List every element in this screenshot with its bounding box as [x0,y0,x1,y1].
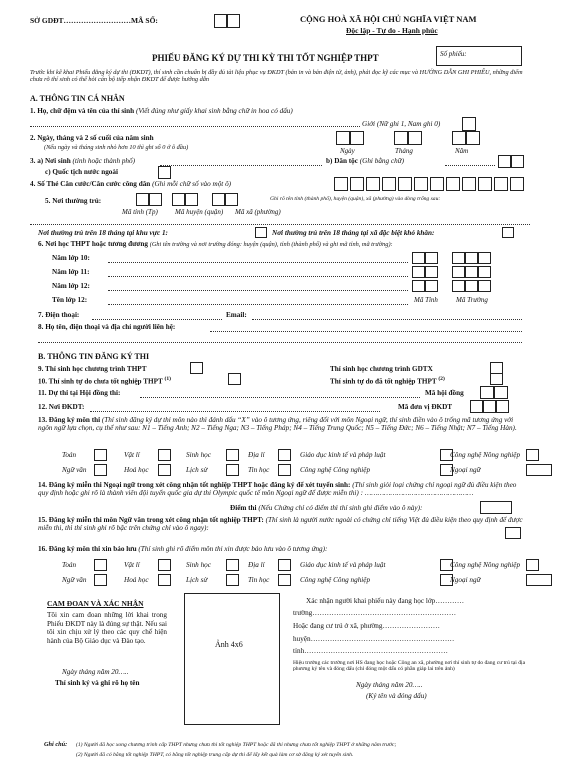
ma-truong-label: Mã Trường [456,296,488,304]
q15-note: (Thí sinh là người nước ngoài có chứng chỉ tiếng Việt đủ điều kiện theo quy định để được miễn thi, thì thí sinh ghi rõ bậc trên chứng chỉ vào ô ngay): [38,516,523,533]
photo-frame[interactable] [184,593,280,725]
district-code-box-1[interactable] [172,193,185,206]
q13-subject-box[interactable] [158,464,171,476]
q14-note: (Thí sinh giỏi loại chứng chỉ ngoại ngữ đủ điều kiện theo quy định hoặc ghi rõ là thành viên đội tuyển quốc gia dự thi Olympic quốc tế môn Ngoại ngữ để được miễn thi) : …………………………………………… [38,481,517,498]
grade-row-label: Năm lớp 11: [52,268,90,276]
q2-note: (Nếu ngày và tháng sinh nhỏ hơn 10 thì ghi số 0 ở ô đầu) [44,144,189,151]
commitment-text: Tôi xin cam đoan những lời khai trong Phiếu ĐKDT này là đúng sự thật. Nếu sai tôi xin chịu xử lý theo các quy chế hiện hành của Bộ Giáo dục và Đào tạo. [47,611,167,645]
ma-so-box-2[interactable] [227,14,240,28]
q16-subject-box[interactable] [278,559,291,571]
q16-subject-box[interactable] [226,574,239,586]
cccd-digit-box[interactable] [478,177,492,191]
q9r-label: Thí sinh học chương trình GDTX [330,365,433,373]
q16-subject-box[interactable] [278,574,291,586]
phone-line[interactable] [92,319,222,320]
email-line[interactable] [252,319,522,320]
q16-subject-label: Địa lí [248,561,265,569]
q16-subject-label: Toán [62,561,77,569]
section-a-title: A. THÔNG TIN CÁ NHÂN [30,94,125,103]
q2-label: 2. Ngày, tháng và 2 số cuối của năm sinh [30,134,154,142]
foreign-nationality-box[interactable] [158,166,171,179]
confirm-line-5: tỉnh…………………………………………………… [293,647,448,655]
confirm-sign: (Ký tên và đóng dấu) [366,692,427,700]
ward-code-label: Mã xã (phường) [235,208,281,216]
resident-hardship-box[interactable] [502,227,514,238]
q16-subject-label: Giáo dục kinh tế và pháp luật [300,561,386,569]
grade-row-label: Năm lớp 12: [52,282,90,290]
grade-row-line[interactable] [108,276,408,277]
resident-hardship-label: Nơi thường trú trên 18 tháng tại xã đặc biệt khó khăn: [272,229,435,237]
school-code-box[interactable] [452,266,465,278]
q4-note: (Ghi mỗi chữ số vào một ô) [152,180,232,188]
cccd-digit-box[interactable] [446,177,460,191]
q3a-note: (tỉnh hoặc thành phố) [72,157,136,165]
confirm-date: Ngày tháng năm 20….. [356,681,423,689]
q13-subject-box[interactable] [526,464,552,476]
q10-label: 10. Thí sinh tự do chưa tốt nghiệp THPT [38,377,163,386]
contact-line-1[interactable] [210,331,522,332]
cccd-digit-box[interactable] [398,177,412,191]
cccd-digit-box[interactable] [366,177,380,191]
cccd-digit-box[interactable] [494,177,508,191]
q10r-label: Thí sinh tự do đã tốt nghiệp THPT [330,377,437,386]
ma-tinh-label: Mã Tỉnh [414,296,438,304]
grade-row-label: Tên lớp 12: [52,296,88,304]
ma-so-box-1[interactable] [214,14,227,28]
q16-subject-box[interactable] [526,574,552,586]
province-code-box[interactable] [412,266,425,278]
school-code-box[interactable] [465,266,478,278]
q16-subject-label: Hoá học [124,576,149,584]
school-code-box[interactable] [452,252,465,264]
q6-label: 6. Nơi học THPT hoặc tương đương [38,240,148,248]
q13-subject-label: Toán [62,451,77,459]
q16-subject-box[interactable] [158,574,171,586]
q13-subject-label: Công nghệ Nông nghiệp [450,451,521,459]
q12r-label: Mã đơn vị ĐKDT [398,403,453,411]
q6-note: (Ghi tên trường và nơi trường đóng: huyện (quận), tỉnh (thành phố) và ghi mã tỉnh, mã trường): [149,241,393,248]
q3c-label: c) Quốc tịch nước ngoài [45,168,118,176]
q16-label: 16. Đăng ký môn thi xin bảo lưu [38,545,137,553]
q13-subject-label: Tin học [248,466,270,474]
so-gddt-label: SỞ GDĐT………………………MÃ SỐ: [30,16,158,25]
province-code-box[interactable] [425,280,438,292]
section-b-title: B. THÔNG TIN ĐĂNG KÝ THI [38,352,150,361]
grade-row-label: Năm lớp 10: [52,254,90,262]
q16-subject-label: Ngoại ngữ [450,576,481,584]
month-label: Tháng [395,147,413,155]
cccd-digit-box[interactable] [462,177,476,191]
q13-subject-label: Giáo dục kinh tế và pháp luật [300,451,386,459]
grade-row-line[interactable] [108,290,408,291]
q4-label: 4. Số Thẻ Căn cước/Căn cước công dân [30,180,151,188]
commitment-title: CAM ĐOAN VÀ XÁC NHẬN [47,599,144,608]
exam-council-line[interactable] [140,397,420,398]
q16-subject-box[interactable] [94,559,107,571]
country-name: CỘNG HOÀ XÃ HỘI CHỦ NGHĨA VIỆT NAM [300,14,477,24]
day-label: Ngày [340,147,355,155]
year-box-1[interactable] [452,131,466,145]
q16-subject-label: Ngữ văn [62,576,87,584]
confirm-line-1: Xác nhận người khai phiếu này đang học lớp………… [306,597,465,605]
year-label: Năm [455,147,469,155]
province-code-box-2[interactable] [149,193,162,206]
cccd-digit-box[interactable] [334,177,348,191]
registration-place-line[interactable] [90,411,380,412]
q11-label: 11. Dự thi tại Hội đồng thi: [38,389,121,397]
school-code-box[interactable] [478,266,491,278]
form-title: PHIẾU ĐĂNG KÝ DỰ THI KỲ THI TỐT NGHIỆP THPT [152,53,379,63]
q15-label: 15. Đăng ký miễn thi môn Ngữ văn trong xét công nhận tốt nghiệp THPT: [38,516,264,524]
q14-label: 14. Đăng ký miễn thi Ngoại ngữ trong xét công nhận tốt nghiệp THPT hoặc đăng ký để xét tuyển sinh: [38,481,351,489]
q13-subject-box[interactable] [278,449,291,461]
gender-label: Giới (Nữ ghi 1, Nam ghi 0) [362,120,441,128]
unit-code-box-1[interactable] [470,400,483,413]
freelance-graduated-box[interactable] [490,373,503,385]
q5-label: 5. Nơi thường trú: [45,197,102,205]
ethnicity-box-1[interactable] [498,155,511,168]
q16-subject-label: Tin học [248,576,270,584]
q16-subject-label: Công nghệ Nông nghiệp [450,561,521,569]
commitment-sign: Thí sinh ký và ghi rõ họ tên [55,679,140,687]
q13-subject-box[interactable] [226,464,239,476]
q5-note: Ghi rõ tên tỉnh (thành phố), huyện (quận), xã (phường) vào dòng trống sau: [270,196,441,202]
council-code-box-1[interactable] [480,386,494,399]
q16-subject-box[interactable] [158,559,171,571]
q3b-note: (Ghi bằng chữ) [359,157,404,165]
q1-label: 1. Họ, chữ đệm và tên của thí sinh [30,107,135,115]
language-score-box[interactable] [480,501,512,514]
school-code-box[interactable] [465,252,478,264]
district-code-label: Mã huyện (quận) [175,208,224,216]
q13-subject-label: Vật lí [124,451,140,459]
q13-subject-label: Ngoại ngữ [450,466,481,474]
birthplace-line[interactable] [160,165,322,166]
q13-subject-box[interactable] [278,464,291,476]
freelance-not-graduated-box[interactable] [228,373,241,385]
q1-note: (Viết đúng như giấy khai sinh bằng chữ in hoa có dấu) [135,107,293,115]
q13-subject-box[interactable] [158,449,171,461]
cccd-digit-box[interactable] [430,177,444,191]
school-code-box[interactable] [478,280,491,292]
ethnicity-line[interactable] [445,165,495,166]
q13-subject-label: Lịch sử [186,466,208,474]
grade-row-line[interactable] [108,262,408,263]
motto: Độc lập - Tự do - Hạnh phúc [346,26,438,35]
q8-label: 8. Họ tên, điện thoại và địa chỉ người liên hệ: [38,323,176,331]
unit-code-box-3[interactable] [496,400,509,413]
q13-subject-label: Hoá học [124,466,149,474]
commitment-date: Ngày tháng năm 20….. [62,668,129,676]
q10-sup: (1) [164,376,171,382]
q10r-sup: (2) [438,376,445,382]
month-box-1[interactable] [394,131,408,145]
unit-code-box-2[interactable] [483,400,496,413]
province-code-box[interactable] [412,280,425,292]
cccd-digit-box[interactable] [414,177,428,191]
q9-label: 9. Thí sinh học chương trình THPT [38,365,147,373]
address-line[interactable] [30,224,530,225]
q16-note: (Thí sinh ghi rõ điểm môn thi xin được bảo lưu vào ô tương ứng): [138,545,328,553]
footnote-label: Ghi chú: [44,741,68,748]
school-code-box[interactable] [465,280,478,292]
school-code-box[interactable] [478,252,491,264]
confirm-line-3: Hoặc đang cư trú ở xã, phường…………………… [293,622,440,630]
q16-subject-label: Vật lí [124,561,140,569]
footnote-2: (2) Người đã có bằng tốt nghiệp THPT, có bằng tốt nghiệp trung cấp dự thi để lấy kết quả làm cơ sở đăng ký xét tuyển sinh. [76,752,354,758]
ward-code-box-1[interactable] [212,193,225,206]
cccd-digit-box[interactable] [510,177,524,191]
day-box-1[interactable] [336,131,350,145]
email-label: Email: [226,311,247,319]
q13-subject-box[interactable] [94,449,107,461]
q13-note: (Thí sinh đăng ký dự thi môn nào thì đánh dấu “X” vào ô tương ứng, riêng đối với môn Ngoại ngữ, thí sinh điền vào ô trống mã tương ứng với ngôn ngữ lựa chọn, cụ thể như sau: N1 – Tiếng Anh; N2 – Tiếng Nga; N3 – Tiếng Pháp; N4 – Tiếng Trung Quốc; N5 – Tiếng Đức; N6 – Tiếng Nhật; N7 – Tiếng Hàn). [38,416,517,433]
q3b-label: b) Dân tộc [326,157,358,165]
confirm-line-4: huyện…………………………………………………… [293,635,455,643]
intro-text: Trước khi kê khai Phiếu đăng ký dự thi (ĐKDT), thí sinh cần chuẩn bị đầy đủ tài liệu phục vụ ĐKDT (bản in và bản điện tử, ảnh), phải đọc kỹ các mục và HƯỚNG DẪN GHI PHIẾU, những điểm chưa rõ thí sinh có thể hỏi cán bộ tiếp nhận ĐKDT để được hướng dẫn [30,69,523,84]
q16-subject-label: Sinh học [186,561,211,569]
q13-subject-label: Ngữ văn [62,466,87,474]
contact-line-2[interactable] [38,342,522,343]
cccd-digit-box[interactable] [382,177,396,191]
q12-label: 12. Nơi ĐKDT: [38,403,85,411]
q7-label: 7. Điện thoại: [38,311,80,319]
q13-subject-box[interactable] [94,464,107,476]
so-phieu-label: Số phiếu: [440,50,467,58]
q16-subject-box[interactable] [226,559,239,571]
q16-subject-label: Công nghệ Công nghiệp [300,576,371,584]
q13-label: 13. Đăng ký môn thi [38,416,101,424]
school-code-box[interactable] [452,280,465,292]
q14-score-label: Điểm thi [230,504,257,512]
province-code-box[interactable] [412,252,425,264]
ward-code-box-2[interactable] [225,193,238,206]
province-code-label: Mã tỉnh (Tp) [122,208,158,216]
district-code-box-2[interactable] [185,193,198,206]
so-phieu-box [436,46,522,66]
day-box-2[interactable] [350,131,364,145]
photo-label: Ảnh 4x6 [215,640,243,649]
province-code-box-1[interactable] [136,193,149,206]
program-thpt-box[interactable] [190,362,203,374]
q16-subject-box[interactable] [526,559,539,571]
literature-exempt-box[interactable] [505,527,521,539]
month-box-2[interactable] [408,131,422,145]
gender-box[interactable] [462,117,476,131]
footnote-1: (1) Người đã học xong chương trình cấp THPT nhưng chưa thi tốt nghiệp THPT hoặc đã thi nhưng chưa tốt nghiệp THPT ở những năm trước; [76,742,397,748]
q16-subject-label: Lịch sử [186,576,208,584]
grade-row-line[interactable] [108,304,408,305]
province-code-box[interactable] [425,252,438,264]
q13-subject-label: Công nghệ Công nghiệp [300,466,371,474]
province-code-box[interactable] [425,266,438,278]
cccd-digit-box[interactable] [350,177,364,191]
confirm-note: Hiệu trưởng các trường nơi HS đang học hoặc Công an xã, phường nơi thí sinh tự do đang cư trú tại địa phương ký tên và đóng dấu (chỉ đóng một dấu có phần giáp lai trên ảnh) [293,660,526,673]
q13-subject-label: Địa lí [248,451,265,459]
resident-area1-box[interactable] [255,227,267,238]
q16-subject-box[interactable] [94,574,107,586]
q13-subject-box[interactable] [526,449,539,461]
resident-area1-label: Nơi thường trú trên 18 tháng tại khu vực 1: [38,229,168,237]
ethnicity-box-2[interactable] [511,155,524,168]
q3a-label: 3. a) Nơi sinh [30,157,71,165]
q14-score-note: (Nếu Chứng chỉ có điểm thì thí sinh ghi điểm vào ô này): [258,504,423,512]
q13-subject-box[interactable] [226,449,239,461]
q11r-label: Mã hội đồng [425,389,464,397]
confirm-line-2: trường…………………………………………………… [293,609,457,617]
q13-subject-label: Sinh học [186,451,211,459]
council-code-box-2[interactable] [494,386,508,399]
year-box-2[interactable] [466,131,480,145]
q1-name-line[interactable] [30,126,360,127]
